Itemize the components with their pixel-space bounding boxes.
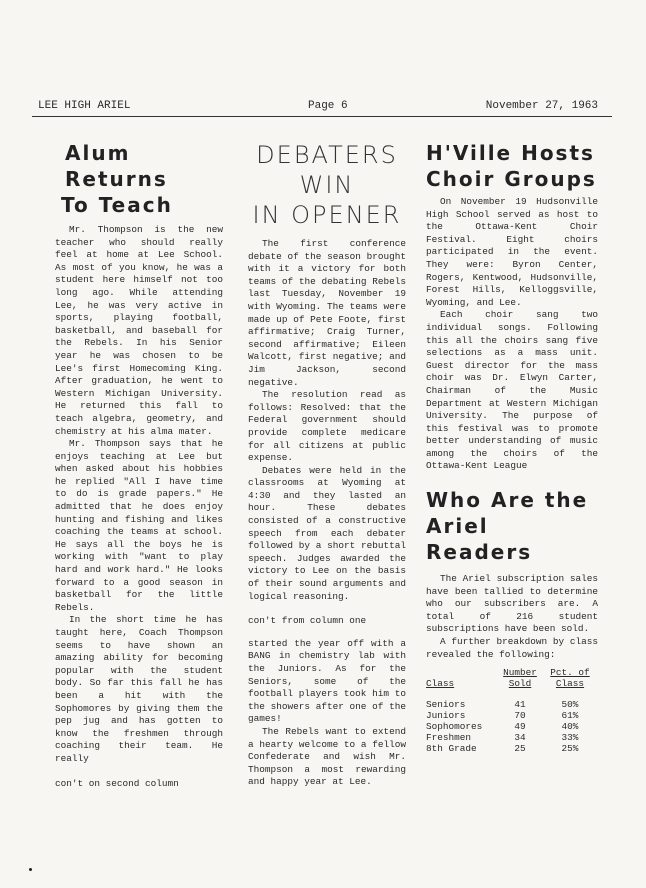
issue-date: November 27, 1963	[485, 100, 598, 112]
percent-cell: 33%	[561, 732, 579, 744]
debaters-headline-line2: IN OPENER	[252, 201, 402, 229]
debaters-paragraph: The resolution read as follows: Resolved: that the Federal government should provide complete medicare for all citizens at public expense.	[248, 389, 406, 464]
table-header-row	[426, 667, 596, 689]
masthead	[38, 100, 598, 114]
percent-cell: 25%	[561, 743, 579, 755]
number-cell: 25	[514, 743, 526, 755]
class-cell: 8th Grade	[426, 743, 477, 755]
percent-cell: 61%	[561, 710, 579, 722]
alum-paragraph: Mr. Thompson is the new teacher who should really feel at home at Lee School. As most of you know, he was a student here himself not too long ago. While attending Lee, he was very active in sports, playing football, basketball, and baseball for the Rebels. In his Senior year he was chosen to be Lee's first Homecoming King. After graduation, he went to Western Michigan University. He returned this fall to teach algebra, geometry, and chemistry at his alma mater.	[55, 224, 223, 437]
column-header: Number Sold	[503, 667, 537, 690]
readers-paragraph: The Ariel subscription sales have been tallied to determine who our subscribers are. A total of 216 student subscriptions have been sold.	[426, 573, 598, 635]
table-row	[426, 710, 596, 721]
subscription-table	[426, 667, 596, 754]
table-row	[426, 699, 596, 710]
readers-headline-line1: Who Are the	[426, 488, 589, 513]
masthead-rule	[32, 116, 612, 117]
column-header: Pct. of Class	[550, 667, 590, 690]
paper-name: LEE HIGH ARIEL	[38, 100, 131, 112]
class-cell: Sophomores	[426, 721, 483, 733]
table-row	[426, 721, 596, 732]
column-header: Class	[426, 678, 455, 690]
class-cell: Juniors	[426, 710, 466, 722]
continued-from-note: con't from column one	[248, 615, 367, 627]
class-cell: Freshmen	[426, 732, 472, 744]
choir-paragraph: On November 19 Hudsonville High School served as host to the Ottawa-Kent Choir Festival. Eight choirs participated in the event. They were: Byron Center, Rogers, Kentwood, Hudsonville, Forest Hills, Kelloggsville, Wyoming, and Lee.	[426, 196, 598, 308]
choir-headline-line1: H'Ville Hosts	[426, 141, 595, 165]
choir-headline-line2: Choir Groups	[426, 167, 597, 191]
percent-cell: 40%	[561, 721, 579, 733]
alum-headline-line2: To Teach	[61, 193, 173, 217]
readers-headline-line2: Ariel Readers	[426, 514, 533, 565]
alum-paragraph: Mr. Thompson says that he enjoys teaching at Lee but when asked about his hobbies he replied "All I have time to do is grade papers." He admitted that he does enjoy hunting and fishing and likes coaching the teams at school. He says all the boys he is working with "want to play hard and work hard." He looks forward to a good season in basketball for the little Rebels.	[55, 438, 223, 613]
number-cell: 70	[514, 710, 526, 722]
table-row	[426, 732, 596, 743]
debaters-headline-line1: DEBATERS WIN	[256, 141, 398, 199]
choir-paragraph: Each choir sang two individual songs. Following this all the choirs sang five selections as a mass unit. Guest director for the mass choir was Dr. Elwyn Carter, Chairman of the Music Department at Western Michigan University. The purpose of this festival was to promote better understanding of music among the choirs of the Ottawa-Kent League	[426, 309, 598, 472]
column-three	[426, 140, 598, 754]
number-cell: 34	[514, 732, 526, 744]
number-cell: 49	[514, 721, 526, 733]
margin-mark	[29, 868, 32, 871]
alum-headline-line1: Alum Returns	[65, 141, 168, 191]
alum-cont-paragraph: The Rebels want to extend a hearty welcome to a fellow Confederate and wish Mr. Thompson a most rewarding and happy year at Lee.	[248, 725, 406, 788]
alum-cont-paragraph: started the year off with a BANG in chemistry lab with the Juniors. As for the Seniors, some of the football players took him to the showers after one of the games!	[248, 637, 406, 725]
number-cell: 41	[514, 699, 526, 711]
debaters-paragraph: Debates were held in the classrooms at Wyoming at 4:30 and they lasted an hour. These debates consisted of a constructive speech from each debater followed by a short rebuttal speech. Judges awarded the victory to Lee on the basis of their sound arguments and logical reasoning.	[248, 464, 406, 602]
class-cell: Seniors	[426, 699, 466, 711]
table-row	[426, 743, 596, 754]
column-two	[248, 140, 406, 789]
percent-cell: 50%	[561, 699, 579, 711]
column-one	[55, 140, 223, 790]
readers-paragraph: A further breakdown by class revealed the following:	[426, 636, 598, 660]
alum-paragraph: In the short time he has taught here, Coach Thompson seems to have shown an amazing ability for becoming popular with the student body. So far this fall he has been a hit with the Sophomores by giving them the pep jug and has gotten to know the freshmen through coaching their team. He really	[55, 614, 223, 764]
debaters-paragraph: The first conference debate of the season brought with it a victory for both teams of the debating Rebels last Tuesday, November 19 with Wyoming. The teams were made up of Pete Foote, first affirmative; Craig Turner, second affirmative; Eileen Walcott, first negative; and Jim Jackson, second negative.	[248, 238, 406, 388]
page-number: Page 6	[308, 100, 348, 112]
continued-note: con't on second column	[55, 777, 179, 789]
